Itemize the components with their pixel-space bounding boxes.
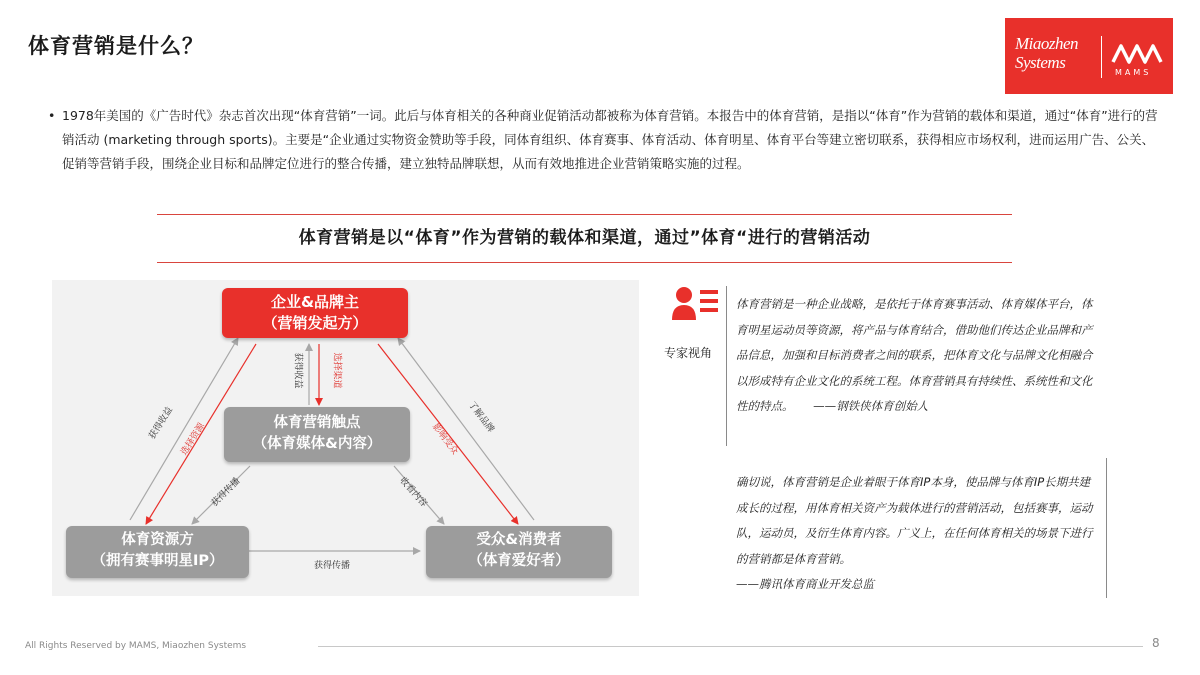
logo-line-1: Miaozhen — [1015, 34, 1079, 53]
label-get-revenue-center: 获得收益 — [292, 352, 303, 389]
logo-wordmark — [1015, 34, 1078, 72]
node-sports-touchpoint — [224, 407, 410, 462]
label-get-spread-diagonal: 获得传播 — [209, 476, 243, 509]
node-sports-touchpoint-subtitle: （体育媒体&内容） — [252, 436, 382, 452]
mams-icon — [1111, 42, 1165, 64]
label-influence-audience: 影响受众 — [429, 422, 460, 457]
expert-person-icon — [672, 284, 722, 322]
label-choose-resource: 选择资源 — [179, 421, 208, 458]
node-sports-resource — [66, 526, 249, 578]
highlight-statement: 体育营销是以“体育”作为营销的载体和渠道，通过”体育“进行的营销活动 — [298, 228, 871, 248]
node-audience-consumer-title: 受众&消费者 — [476, 532, 562, 548]
expert-quote-2 — [736, 470, 1098, 598]
node-brand-owner — [222, 288, 408, 338]
node-sports-touchpoint-title: 体育营销触点 — [273, 415, 361, 431]
node-sports-resource-title: 体育资源方 — [121, 532, 194, 548]
expert-quote-2-text: 确切说，体育营销是企业着眼于体育IP本身，使品牌与体育IP长期共建成长的过程，用体育相关资产为载体进行的营销活动，包括赛事，运动队，运动员，及衍生体育内容。广义上，在任何体育相关的场景下进行的营销都是体育营销。 — [736, 475, 1093, 566]
label-choose-channel: 选择渠道 — [331, 352, 342, 389]
node-brand-owner-title: 企业&品牌主 — [270, 293, 360, 311]
node-audience-consumer — [426, 526, 612, 578]
bullet-dot: • — [48, 108, 56, 123]
node-sports-resource-subtitle: （拥有赛事明星IP） — [91, 553, 224, 569]
expert-quote-1 — [736, 292, 1098, 420]
footer-rule — [318, 646, 1143, 647]
logo-divider — [1101, 36, 1102, 78]
expert-quote-2-author: ——腾讯体育商业开发总监 — [736, 577, 874, 591]
label-understand-brand: 了解品牌 — [465, 400, 496, 435]
intro-text: 1978年美国的《广告时代》杂志首次出现“体育营销”一词。此后与体育相关的各种商业促销活动都被称为体育营销。本报告中的体育营销，是指以“体育”作为营销的载体和渠道，通过“体育”进行的营销活动 (marketing through sports)。主要是“企业通过实物资金赞助等手段，同体育组织、体育赛事、体育活动、体育明星、体育平台等建立密切联系，获得相应市场权利，进而运用广告、公关、促销等营销手段，围绕企业目标和品牌定位进行的整合传播，建立独特品牌联想，从而有效地推进企业营销策略实施的过程。 — [62, 108, 1158, 171]
page-title: 体育营销是什么？ — [28, 34, 204, 58]
label-receive-content: 收看内容 — [397, 475, 429, 510]
ecosystem-diagram — [52, 280, 639, 596]
label-get-revenue-left: 获得收益 — [147, 405, 176, 442]
intro-paragraph — [48, 104, 1162, 176]
quote-2-rule — [1106, 458, 1107, 598]
page-number: 8 — [1152, 636, 1160, 650]
node-audience-consumer-subtitle: （体育爱好者） — [468, 553, 570, 569]
miaozhen-logo — [1005, 18, 1173, 94]
quote-1-rule — [726, 286, 727, 446]
node-brand-owner-subtitle: （营销发起方） — [262, 314, 368, 332]
footer-copyright: All Rights Reserved by MAMS, Miaozhen Systems — [25, 641, 247, 651]
label-get-spread-bottom: 获得传播 — [314, 561, 351, 571]
highlight-bottom-rule — [157, 262, 1012, 263]
highlight-top-rule — [157, 214, 1012, 215]
logo-mams-text: MAMS — [1115, 68, 1152, 77]
expert-quote-1-author: ——钢铁侠体育创始人 — [813, 399, 929, 413]
logo-line-2: Systems — [1015, 53, 1066, 72]
expert-quote-1-text: 体育营销是一种企业战略，是依托于体育赛事活动、体育媒体平台，体育明星运动员等资源，将产品与体育结合，借助他们传达企业品牌和产品信息，加强和目标消费者之间的联系，把体育文化与品牌文化相融合以形成特有企业文化的系统工程。体育营销具有持续性、系统性和文化性的特点。 — [736, 297, 1093, 413]
expert-label: 专家视角 — [664, 346, 713, 360]
